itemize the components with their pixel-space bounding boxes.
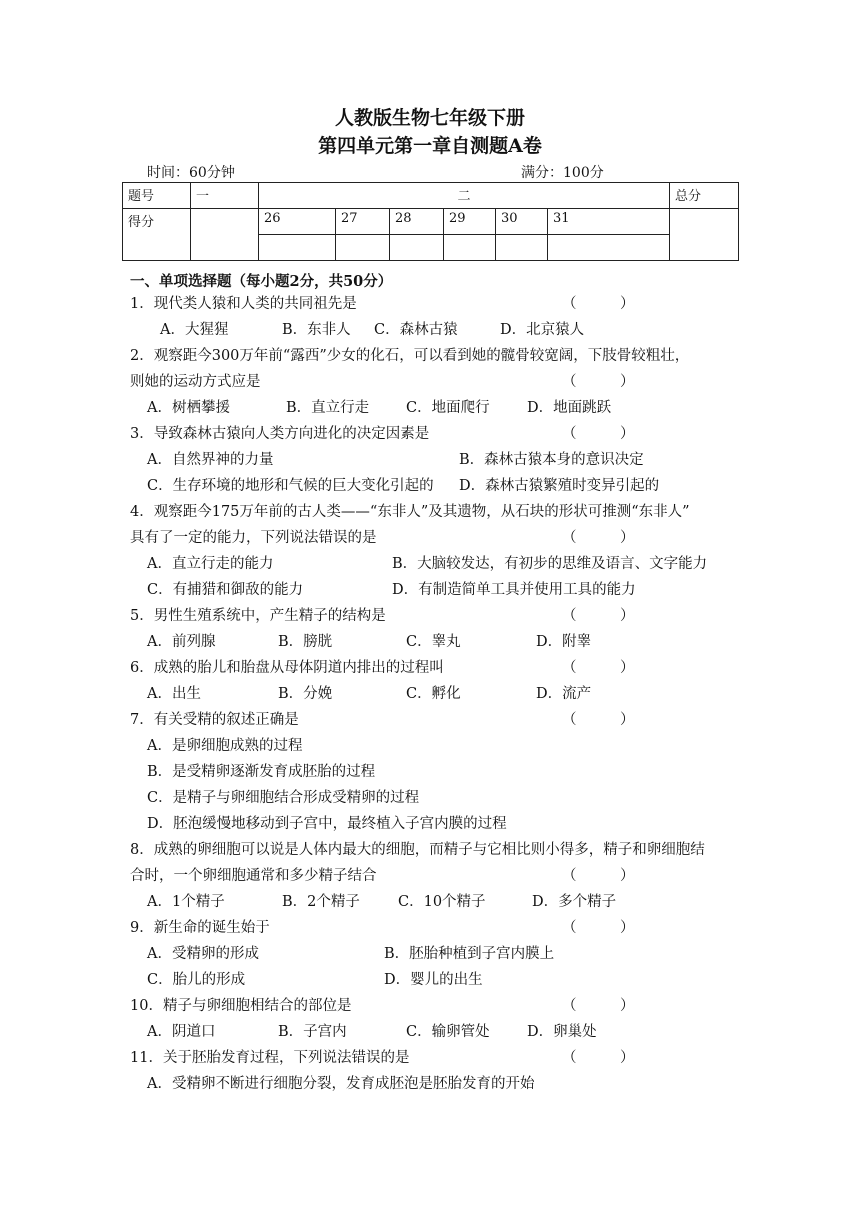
question-4-stem-line-1: 4．观察距今175万年前的古人类——“东非人”及其遗物，从石块的形状可推测“东非人” — [130, 504, 690, 520]
q9-option-b: B．胚胎种植到子宫内膜上 — [384, 946, 555, 962]
question-8-stem-line-1: 8．成熟的卵细胞可以说是人体内最大的细胞，而精子与它相比则小得多，精子和卵细胞结 — [130, 842, 705, 858]
score-table-number-row — [123, 209, 739, 235]
q5-option-a: A．前列腺 — [147, 634, 216, 650]
answer-bracket: （ ） — [562, 608, 635, 624]
q6-option-b: B．分娩 — [278, 686, 333, 702]
part-one-label: 一 — [191, 183, 259, 209]
q10-option-d: D．卵巢处 — [527, 1024, 597, 1040]
score-table — [122, 182, 739, 261]
total-score-cell[interactable] — [670, 209, 739, 261]
answer-bracket: （ ） — [562, 868, 635, 884]
q4-option-d: D．有制造简单工具并使用工具的能力 — [392, 582, 636, 598]
q2-option-b: B．直立行走 — [286, 400, 370, 416]
q2-option-d: D．地面跳跃 — [527, 400, 612, 416]
question-4-stem-line-2: 具有了一定的能力，下列说法错误的是 — [130, 530, 377, 546]
q7-option-a: A．是卵细胞成熟的过程 — [147, 738, 303, 754]
answer-bracket: （ ） — [562, 374, 635, 390]
q2-option-c: C．地面爬行 — [406, 400, 490, 416]
question-7-stem: 7．有关受精的叙述正确是 — [130, 712, 299, 728]
question-27-label: 27 — [336, 209, 390, 235]
section-heading: 一、单项选择题（每小题2分，共50分） — [130, 273, 393, 290]
answer-bracket: （ ） — [562, 920, 635, 936]
q4-option-a: A．直立行走的能力 — [147, 556, 274, 572]
exam-subtitle: 第四单元第一章自测题A卷 — [318, 135, 542, 157]
q9-option-c: C．胎儿的形成 — [147, 972, 246, 988]
q10-option-c: C．输卵管处 — [406, 1024, 490, 1040]
q9-option-d: D．婴儿的出生 — [384, 972, 483, 988]
answer-bracket: （ ） — [562, 660, 635, 676]
question-number-label: 题号 — [123, 183, 191, 209]
part-two-label: 二 — [259, 183, 670, 209]
question-30-score-cell[interactable] — [496, 235, 548, 261]
q4-option-c: C．有捕猎和御敌的能力 — [147, 582, 304, 598]
question-9-stem: 9．新生命的诞生始于 — [130, 920, 270, 936]
question-5-stem: 5．男性生殖系统中，产生精子的结构是 — [130, 608, 386, 624]
question-26-label: 26 — [259, 209, 336, 235]
question-29-label: 29 — [444, 209, 496, 235]
exam-time: 时间：60分钟 — [147, 165, 235, 181]
q5-option-b: B．膀胱 — [278, 634, 333, 650]
q4-option-b: B．大脑较发达，有初步的思维及语言、文字能力 — [392, 556, 708, 572]
question-11-stem: 11．关于胚胎发育过程，下列说法错误的是 — [130, 1050, 410, 1066]
score-table-header-row — [123, 183, 739, 209]
total-label: 总分 — [670, 183, 739, 209]
question-6-stem: 6．成熟的胎儿和胎盘从母体阴道内排出的过程叫 — [130, 660, 444, 676]
q9-option-a: A．受精卵的形成 — [147, 946, 259, 962]
question-8-stem-line-2: 合时，一个卵细胞通常和多少精子结合 — [130, 868, 377, 884]
question-3-stem: 3．导致森林古猿向人类方向进化的决定因素是 — [130, 426, 430, 442]
q8-option-a: A．1个精子 — [147, 894, 225, 910]
q3-option-a: A．自然界神的力量 — [147, 452, 274, 468]
q1-option-d: D．北京猿人 — [500, 322, 585, 338]
q3-option-d: D．森林古猿繁殖时变异引起的 — [459, 478, 660, 494]
q5-option-c: C．睾丸 — [406, 634, 461, 650]
q1-option-b: B．东非人 — [282, 322, 351, 338]
question-10-stem: 10．精子与卵细胞相结合的部位是 — [130, 998, 352, 1014]
q6-option-d: D．流产 — [536, 686, 592, 702]
q7-option-d: D．胚泡缓慢地移动到子宫中，最终植入子宫内膜的过程 — [147, 816, 507, 832]
q8-option-d: D．多个精子 — [532, 894, 617, 910]
answer-bracket: （ ） — [562, 530, 635, 546]
q10-option-a: A．阴道口 — [147, 1024, 216, 1040]
part-one-score-cell[interactable] — [191, 209, 259, 261]
answer-bracket: （ ） — [562, 1050, 635, 1066]
q1-option-c: C．森林古猿 — [374, 322, 458, 338]
question-27-score-cell[interactable] — [336, 235, 390, 261]
question-2-stem-line-2: 则她的运动方式应是 — [130, 374, 261, 390]
q8-option-b: B．2个精子 — [282, 894, 360, 910]
q3-option-b: B．森林古猿本身的意识决定 — [459, 452, 644, 468]
answer-bracket: （ ） — [562, 296, 635, 312]
q5-option-d: D．附睾 — [536, 634, 592, 650]
q6-option-c: C．孵化 — [406, 686, 461, 702]
answer-bracket: （ ） — [562, 998, 635, 1014]
q2-option-a: A．树栖攀援 — [147, 400, 230, 416]
question-29-score-cell[interactable] — [444, 235, 496, 261]
q10-option-b: B．子宫内 — [278, 1024, 347, 1040]
question-31-label: 31 — [548, 209, 670, 235]
question-1-stem: 1．现代类人猿和人类的共同祖先是 — [130, 296, 357, 312]
answer-bracket: （ ） — [562, 712, 635, 728]
q3-option-c: C．生存环境的地形和气候的巨大变化引起的 — [147, 478, 434, 494]
q6-option-a: A．出生 — [147, 686, 201, 702]
question-26-score-cell[interactable] — [259, 235, 336, 261]
q7-option-b: B．是受精卵逐渐发育成胚胎的过程 — [147, 764, 376, 780]
q11-option-a: A．受精卵不断进行细胞分裂，发育成胚泡是胚胎发育的开始 — [147, 1076, 535, 1092]
question-28-score-cell[interactable] — [390, 235, 444, 261]
answer-bracket: （ ） — [562, 426, 635, 442]
question-30-label: 30 — [496, 209, 548, 235]
q8-option-c: C．10个精子 — [398, 894, 486, 910]
q1-option-a: A．大猩猩 — [160, 322, 229, 338]
q7-option-c: C．是精子与卵细胞结合形成受精卵的过程 — [147, 790, 420, 806]
question-2-stem-line-1: 2．观察距今300万年前“露西”少女的化石，可以看到她的髋骨较宽阔，下肢骨较粗壮， — [130, 348, 690, 364]
question-31-score-cell[interactable] — [548, 235, 670, 261]
score-label: 得分 — [123, 209, 191, 261]
exam-full-score: 满分：100分 — [521, 165, 604, 181]
exam-title: 人教版生物七年级下册 — [334, 107, 525, 129]
question-28-label: 28 — [390, 209, 444, 235]
